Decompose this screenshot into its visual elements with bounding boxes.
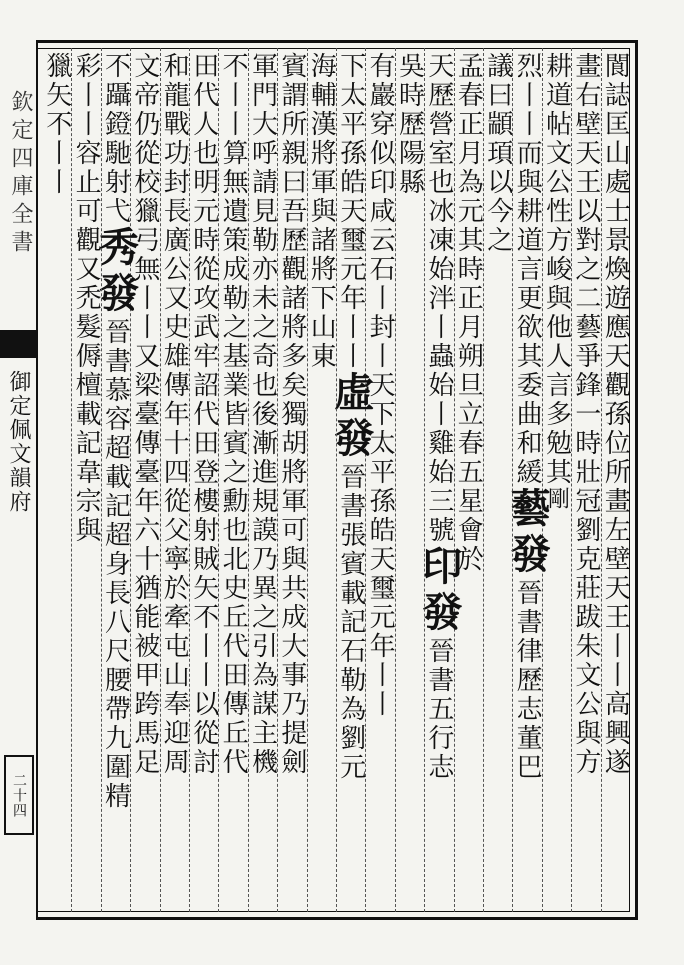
column-text: 晉書張賓載記石勒為劉元 bbox=[335, 463, 366, 782]
spine-collection-title: 欽定四庫全書 bbox=[8, 90, 33, 258]
column-text: 吳時歷陽縣 bbox=[394, 52, 425, 197]
column-text: 議曰顓頊以今之 bbox=[482, 52, 513, 255]
column-text: 田代人也明元時從攻武牢詔代田登樓射賊矢不丨丨以從討 bbox=[188, 52, 219, 777]
column-text: 軍門大呼請見勒亦未之奇也後漸進規謨乃異之引為謀主機 bbox=[247, 52, 278, 777]
column-text: 賓謂所親曰吾歷觀諸將多矣獨胡將軍可與共成大事乃提劍 bbox=[276, 52, 307, 777]
column-text: 晉書五行志 bbox=[423, 637, 454, 782]
column-text: 晉書律歷志董巴 bbox=[512, 579, 543, 782]
spine-black-block bbox=[0, 330, 36, 358]
page-spine bbox=[0, 40, 38, 920]
column-text: 晉書慕容超載記超身長八尺腰帶九圍精 bbox=[100, 318, 131, 811]
column-text: 下太平孫皓天璽元年丨丨 bbox=[365, 400, 396, 719]
column-text: 下太平孫皓天璽元年丨丨 bbox=[335, 52, 366, 371]
column-text: 畫右壁天王以對之二藝爭鋒一時壯冠劉克莊跋朱文公與方 bbox=[570, 52, 601, 777]
column-text: 文帝仍從校獵弓無丨丨又梁臺傳臺年六十猶能被甲跨馬足 bbox=[129, 52, 160, 777]
column-text: 烈丨丨而與耕道言更欲其委曲和緩 bbox=[512, 52, 543, 487]
entry-heading: 秀發 bbox=[92, 226, 140, 318]
entry-heading: 虛發 bbox=[327, 371, 375, 463]
column-text: 天歷營室也冰凍始泮丨蟲始丨雞始三號 bbox=[423, 52, 454, 545]
text-column bbox=[39, 52, 75, 912]
column-text: 不丨丨算無遺策成勒之基業皆賓之勳也北史丘代田傳丘代 bbox=[218, 52, 249, 777]
column-text: 和龍戰功封長廣公又史雄傳年十四從父寧於牽屯山奉迎周 bbox=[159, 52, 190, 777]
column-text: 閬誌匡山處士景煥遊應天觀孫位所畫左壁天王丨丨高興遂 bbox=[600, 52, 631, 777]
column-text: 彩丨丨容止可觀又禿髮傉檀載記韋宗與 bbox=[71, 52, 102, 545]
column-text: 不躡鐙馳射弋 bbox=[100, 52, 131, 226]
column-text: 孟春正月為元其時正月朔旦立春五星會於 bbox=[453, 52, 484, 574]
spine-page-number: 二十四 bbox=[4, 755, 34, 835]
spine-book-title: 御定佩文韻府 bbox=[6, 370, 31, 514]
entry-heading: 藝發 bbox=[504, 487, 552, 579]
column-text: 耕道帖文公性方峻與他人言多勉其 bbox=[541, 52, 572, 487]
small-note: 剛 bbox=[544, 487, 570, 512]
column-text: 海輔漢將軍與諸將下山東 bbox=[306, 52, 337, 371]
column-text: 有巖穿似印咸云石丨封丨天 bbox=[365, 52, 396, 400]
column-text: 獵矢不丨丨 bbox=[41, 52, 72, 197]
entry-heading: 印發 bbox=[415, 545, 463, 637]
